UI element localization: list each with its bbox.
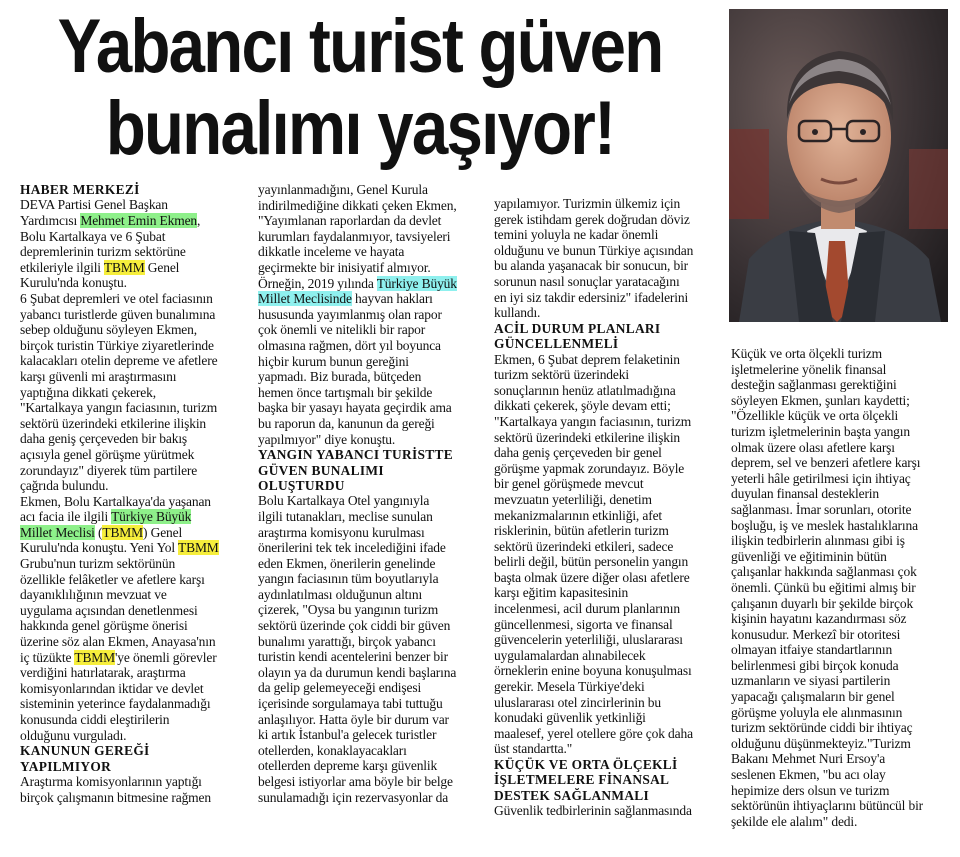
text-line: karşı eğitim kapasitesinin [494,585,629,601]
text-line: 'ye önemli görevler [115,649,217,665]
text-line: çalışanlar hakkında sağlanması çok [731,564,917,580]
text-line: çizerek, "Oysa bu yangının turizm [258,602,439,618]
text-line: konusudur. Merkezî bir otoritesi [731,626,901,642]
text-line: sonuçlarının henüz atlatılmadığına [494,382,676,398]
text-line: Güvenlik tedbirlerinin sağlanmasında [494,803,692,819]
subheading-line: İŞLETMELERE FİNANSAL [494,772,670,788]
text-line: ilgili tutanakları, meclise sunulan [258,508,433,524]
text-line: uluslararası otel zincirlerinin bu [494,694,661,710]
text-line: gerek istihdam gerek doğrudan döviz [494,211,690,227]
paragraph [20,197,248,291]
text-line: bir genel görüşmede mevcut [494,476,644,492]
subheading-line: YAPILMIYOR [20,758,112,774]
subheading-line: ACİL DURUM PLANLARI [494,320,661,336]
highlighted-tbmm: TBMM [102,524,144,540]
paragraph [20,774,248,805]
text-line: "Kartalkaya yangın faciasının, turizm [494,413,692,429]
text-line: görüşme yoluyla ele alınmasının [731,704,903,720]
paragraph [731,346,956,829]
text-line: boşluğu, iş ve meslek hastalıklarına [731,517,918,533]
text-line: yeterli hâle getirilmesi için ihtiyaç [731,470,911,486]
text-line: sebep olduğunu söyleyen Ekmen, [20,322,197,338]
text-line: daha geniş çerçeveden bir bakış [20,431,188,447]
text-line: dikkati çekerek, şöyle devam etti; [494,398,671,414]
text-line: yabancı turistlerde güven bunalımına [20,306,216,322]
text-line: bu raporun da, kanunun da gereği [258,415,435,431]
text-line: sağlanması. İmar sorunları, otorite [731,501,912,517]
text-line: Genel [144,259,180,275]
paragraph [494,803,724,819]
headline-line-2: bunalımı yaşıyor! [105,86,615,171]
text-line: 6 Şubat depremleri ve otel faciasının [20,290,213,306]
text-line: sorunun nasıl sonuçlar yaratacağını [494,273,680,289]
text-line: yangın faciasının tüm boyutlarıyla [258,571,439,587]
text-line: kullandı. [494,305,541,321]
text-line: "Özellikle küçük ve orta ölçekli [731,408,899,424]
text-line: sisteminin yeterince faydalanmadığı [20,696,211,712]
highlighted-tbmm: TBMM [103,259,145,275]
text-line: en iyi siz takdir edersiniz" ifadelerini [494,289,689,305]
text-line: görüşme yapmak zorundayız. Böyle [494,460,685,476]
text-line: yapmadı. Biz burada, bütçeden [258,369,422,385]
text-line: anlaşılıyor. Hatta öyle bir durum var [258,711,449,727]
article-column-4 [731,346,956,829]
text-line: ) Genel [143,524,183,540]
text-line: Bolu Kartalkaya Otel yangınıyla [258,493,430,509]
paragraph [258,493,488,805]
text-line: hakkında genel görüşme önerisi [20,618,188,634]
text-line: birçok çalışmanın bitmesine rağmen [20,789,211,805]
text-line: güvencelerin yeterliliği, uluslararası [494,632,683,648]
paragraph [258,182,488,276]
text-line: başka bir yasayı hayata geçirdik ama [258,400,452,416]
text-line: verdiğini hatırlatarak, araştırma [20,665,186,681]
paragraph [20,291,248,494]
text-line: otellerden, konaklayacakları [258,742,407,758]
text-line: gerekir. Mesela Türkiye'deki [494,679,645,695]
text-line: Bolu Kartalkaya ve 6 Şubat [20,228,166,244]
article-headline [50,6,669,170]
text-line: sunulamadığı için rezervasyonlar da [258,789,449,805]
subheading-line: KÜÇÜK VE ORTA ÖLÇEKLİ [494,757,678,772]
text-line: belirlenmesi gibi birçok konuda [731,657,899,673]
text-line: zorundayız" diyerek tüm partilere [20,462,198,478]
subheading [258,447,488,493]
text-line: olmasına rağmen, dört yıl boyunca [258,337,441,353]
paragraph [20,494,248,744]
text-line: turizm işletmelerinin başta yangın [731,423,910,439]
text-line: hiçbir kurum bunun gereğini [258,353,409,369]
text-line: araştırma komisyonu kurulması [258,524,425,540]
text-line: sektörü üzerinde çok ciddi bir güven [258,618,451,634]
text-line: içerisinde sorgulamaya tabi tuttuğu [258,696,443,712]
subheading-line: DESTEK SAĞLANMALI [494,787,650,803]
text-line: turistin kendi acentelerini benzer bir [258,649,448,665]
text-line: sektörünün ihtiyaçlarını bütüncül bir [731,798,924,814]
text-line: söyleyen Ekmen, şunları kaydetti; [731,392,910,408]
text-line: hayvan hakları [351,291,433,307]
text-line: belirli değil, bütün personelin yangın [494,554,689,570]
text-line: Grubu'nun turizm sektörünün [20,556,176,572]
text-line: sektörü üzerindeki etkilerine ilişkin [494,429,681,445]
subheading [494,757,724,803]
text-line: aydınlatılması olduğunun altını [258,586,423,602]
text-line: çağrıda bulundu. [20,478,109,494]
text-line: Yardımcısı [20,213,81,228]
subheading-line: GÜNCELLENMELİ [494,336,619,352]
text-line: önerilerini tek tek incelediğini ifade [258,540,446,556]
text-line: , [197,213,201,228]
text-line: ki artık İstanbul'a gelecek turistler [258,727,437,743]
text-line: güncellenmesi, sigorta ve finansal [494,616,673,632]
highlighted-name: Mehmet Emin Ekmen [80,213,198,228]
text-line: konudaki güvenlik yetkinliği [494,710,646,726]
subheading [494,321,724,352]
text-line: Araştırma komisyonlarının yaptığı [20,774,202,789]
text-line: yapacağı çalışmaların bir genel [731,689,895,705]
text-line: kişinin hayatını kazandırması söz [731,611,907,627]
text-line: olduğunu ve bunun Türkiye açısından [494,242,694,258]
text-line: desteğin sağlanması gerektiğini [731,377,897,393]
text-line: kalacakları otelin depreme ve afetlere [20,353,218,369]
text-line: acı facia ile ilgili [20,509,112,525]
highlighted-tbm: Türkiye Büyük [376,275,457,291]
text-line: olmayan itfaiye standartlarının [731,642,893,658]
text-line: olmak üzere olası afetlere karşı [731,439,895,455]
text-line: yaptığına dikkati çekerek, [20,384,156,400]
dateline: HABER MERKEZİ [20,182,140,197]
article-column-3 [494,196,724,819]
text-line: depremlerinin turizm sektörüne [20,244,186,260]
text-line: duyulan finansal desteklerin [731,486,880,502]
text-line: turizm sektöründe ciddi bir ihtiyaç [731,720,913,736]
text-line: konusunda ciddi eleştirilerin [20,712,170,727]
text-line: kurumları faydalanmıyor, tavsiyeleri [258,228,451,244]
headline-line-1: Yabancı turist güven [57,4,663,89]
text-line: turizm sektörü üzerindeki [494,367,629,383]
text-line: ilişkin tedbirlerin alınması gibi iş [731,533,905,549]
text-line: şekilde ele alalım" dedi. [731,813,858,829]
text-line: belgesi istiyorlar ama böyle bir belge [258,774,453,789]
text-line: hemen önce tartışmalı bir şekilde [258,384,433,400]
paragraph [494,196,724,321]
highlighted-tbm: Millet Meclisinde [258,291,352,307]
text-line: üst standartta." [494,741,573,757]
text-line: çalışanın duyarlı bir şekilde birçok [731,595,914,611]
text-line: sektörü üzerindeki etkilerine ilişkin [20,415,207,431]
highlighted-tbm: Türkiye Büyük [111,509,192,525]
text-line: başta olmak üzere diğer olası afetlere [494,569,690,585]
text-line: eden Ekmen, önerilerin genelinde [258,555,436,571]
text-line: temini yoluyla ne kadar önemli [494,227,659,243]
text-line: örneklerin enine boyuna konuşulması [494,663,692,679]
text-line: bunalımı yarattığı, birçok yabancı [258,633,436,649]
text-line: Ekmen, 6 Şubat deprem felaketinin [494,351,680,367]
portrait-photo [729,9,948,322]
text-line: da gelip gelemeyeceği endişesi [258,680,422,696]
text-line: Bakanı Mehmet Nuri Ersoy'a [731,751,886,767]
article-column-2 [258,182,488,805]
person-portrait-icon [729,9,948,322]
text-line: olayın ya da durumun kendi başlarına [258,664,457,680]
text-line: dikkatle inceleme ve hayata [258,244,405,260]
subheading-line: GÜVEN BUNALIMI [258,462,384,478]
article-column-1 [20,182,248,805]
text-line: geçirmekte bir inisiyatif almıyor. [258,259,431,275]
highlighted-tbmm: TBMM [178,540,219,556]
text-line: incelenmesi, acil durum planlarının [494,601,680,617]
text-line: uygulama açısından denetlenmesi [20,602,198,618]
text-line: seslenen Ekmen, "bu acı olay [731,767,886,783]
text-line: Ekmen, Bolu Kartalkaya'da yaşanan [20,493,211,509]
text-line: deprem, sel ve benzeri afetlere karşı [731,455,921,471]
text-line: Kurulu'nda konuştu. [20,275,127,291]
text-line: olduğunu düşünmekteyiz."Turizm [731,735,911,751]
text-line: ( [94,524,103,540]
text-line: üzerine söz alan Ekmen, Anayasa'nın [20,634,216,650]
text-line: mevzuatın yeterliliği, denetim [494,491,652,507]
subheading-line: YANGIN YABANCI TURİSTTE [258,447,453,463]
text-line: Küçük ve orta ölçekli turizm [731,346,882,361]
text-line: Kurulu'nda konuştu. Yeni Yol [20,540,178,556]
text-line: uzmanların ve siyasi partilerin [731,673,891,689]
text-line: indirilmediğine dikkati çeken Ekmen, [258,197,457,213]
text-line: Örneğin, 2019 yılında [258,275,377,291]
text-line: birçok turistin Türkiye ziyaretlerinde [20,337,214,353]
text-line: komisyonlarından iktidar ve devlet [20,680,204,696]
subheading-line: KANUNUN GEREĞİ [20,743,150,759]
text-line: yapılamıyor. Turizmin ülkemiz için [494,196,681,211]
text-line: önemli. Çünkü bu eğitimi almış bir [731,579,916,595]
text-line: özellikle felâketler ve afetlere karşı [20,571,205,587]
text-line: güvenliği ve eğitiminin bütün [731,548,887,564]
text-line: yapılmıyor" diye konuştu. [258,431,396,447]
text-line: olduğunu vurguladı. [20,727,127,743]
text-line: dayanıklılığının mevzuat ve [20,587,167,603]
text-line: uygulamalardan alınabilecek [494,647,646,663]
text-line: hususunda yayımlanmış olan rapor [258,306,442,322]
text-line: risklerinin, bütün afetlerin turizm [494,523,669,539]
text-line: hepimize ders olsun ve turizm [731,782,890,798]
text-line: çok önemli ve nitelikli bir rapor [258,322,426,338]
text-line: daha geniş çerçeveden bir genel [494,445,662,461]
text-line: maalesef, yerel otellere göre çok daha [494,725,693,741]
text-line: işletmelerine yönelik finansal [731,361,887,377]
paragraph [494,352,724,757]
text-line: "Kartalkaya yangın faciasının, turizm [20,400,218,416]
highlighted-tbmm: TBMM [74,649,116,665]
text-line: karşı güvenli mi araştırmasını [20,368,177,384]
text-line: "Yayımlanan raporlardan da devlet [258,213,442,229]
text-line: etkileriyle ilgili [20,259,104,275]
text-line: bu alanda yaşanacak bir sonucun, bir [494,258,689,274]
text-line: yayınlanmadığını, Genel Kurula [258,182,428,197]
paragraph [258,276,488,448]
subheading-line: OLUŞTURDU [258,477,345,493]
subheading [20,743,248,774]
highlighted-tbm: Millet Meclisi [20,524,95,540]
text-line: sektörü üzerindeki etkileri, sadece [494,538,674,554]
text-line: açısıyla genel görüşme yürütmek [20,446,195,462]
text-line: otellerden depreme karşı güvenlik [258,758,438,774]
text-line: mekanizmalarının etkinliği, afet [494,507,663,523]
text-line: iç tüzükte [20,649,75,665]
text-line: DEVA Partisi Genel Başkan [20,197,168,213]
